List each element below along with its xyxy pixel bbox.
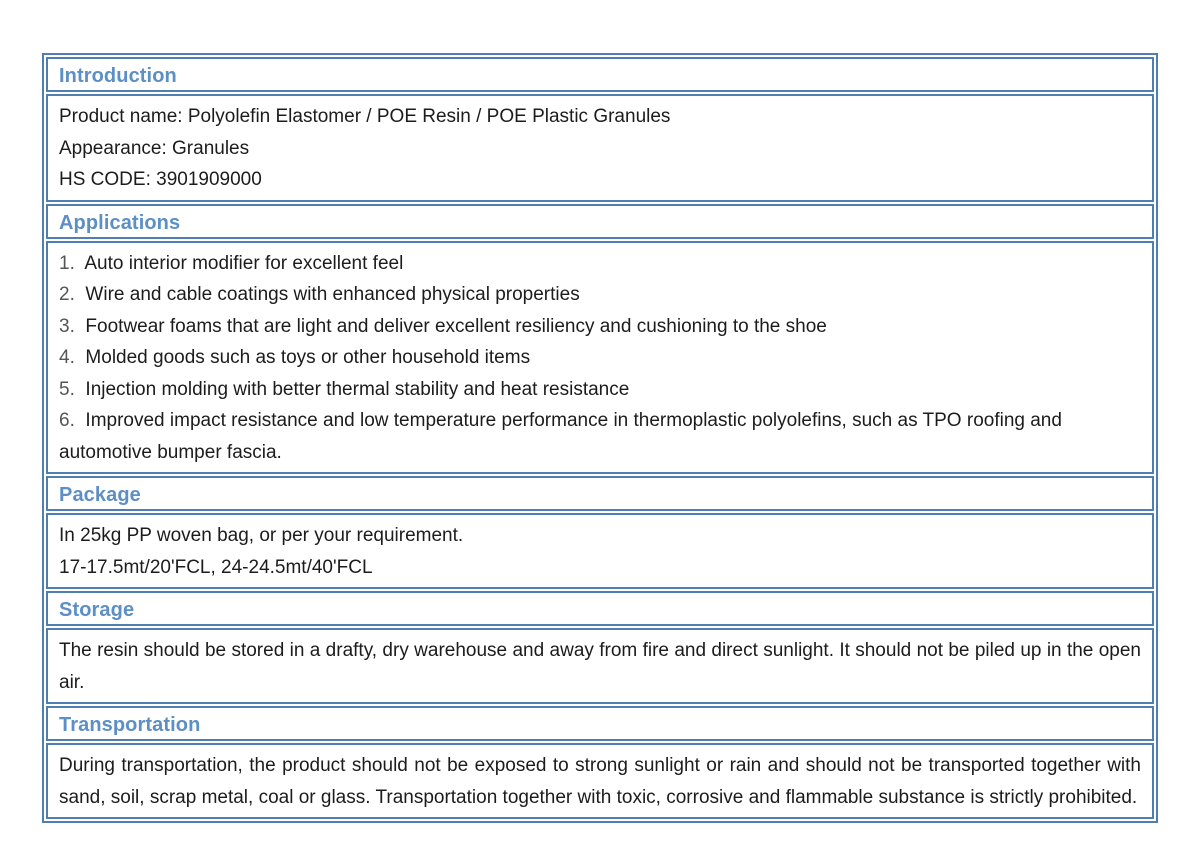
storage-body: The resin should be stored in a drafty, dry warehouse and away from fire and direct sunlight. It should not be piled up in the open air. [46,628,1154,704]
hs-code-line: HS CODE: 3901909000 [59,169,262,190]
list-item-number: 2. [59,284,75,305]
package-container-line: 17-17.5mt/20'FCL, 24-24.5mt/40'FCL [59,556,373,578]
transportation-body: During transportation, the product should not be exposed to strong sunlight or rain and should not be transported together with sand, soil, scrap metal, coal or glass. Transportation together with toxic, corrosive and flammable substance is strictly prohibited. [46,743,1154,819]
list-item [59,279,1141,311]
introduction-body [46,94,1154,202]
list-item-number: 4. [59,347,75,368]
applications-heading: Applications [46,204,1154,239]
product-spec-table [42,53,1158,823]
list-item [59,311,1141,343]
list-item [59,374,1141,406]
list-item-text: Improved impact resistance and low temperature performance in thermoplastic polyolefins, such as TPO roofing and automotive bumper fascia. [59,410,1062,463]
transportation-heading: Transportation [46,706,1154,741]
product-name-line: Product name: Polyolefin Elastomer / POE Resin / POE Plastic Granules [59,106,671,127]
list-item-number: 6. [59,410,75,431]
list-item [59,342,1141,374]
list-item [59,405,1141,468]
package-bag-line: In 25kg PP woven bag, or per your requirement. [59,525,464,546]
list-item-text: Auto interior modifier for excellent feel [84,252,404,274]
list-item-text: Wire and cable coatings with enhanced physical properties [85,284,580,305]
package-heading: Package [46,476,1154,511]
appearance-line: Appearance: Granules [59,137,250,159]
storage-heading: Storage [46,591,1154,626]
list-item-number: 5. [59,378,75,400]
list-item-number: 3. [59,315,75,337]
list-item-text: Footwear foams that are light and deliver excellent resiliency and cushioning to the shoe [85,315,827,337]
list-item-text: Injection molding with better thermal stability and heat resistance [85,378,630,400]
list-item-text: Molded goods such as toys or other household items [85,347,531,368]
list-item-number: 1. [59,252,75,274]
applications-body [46,241,1154,475]
package-body [46,513,1154,589]
applications-list [59,248,1141,469]
introduction-heading: Introduction [46,57,1154,92]
list-item [59,248,1141,280]
